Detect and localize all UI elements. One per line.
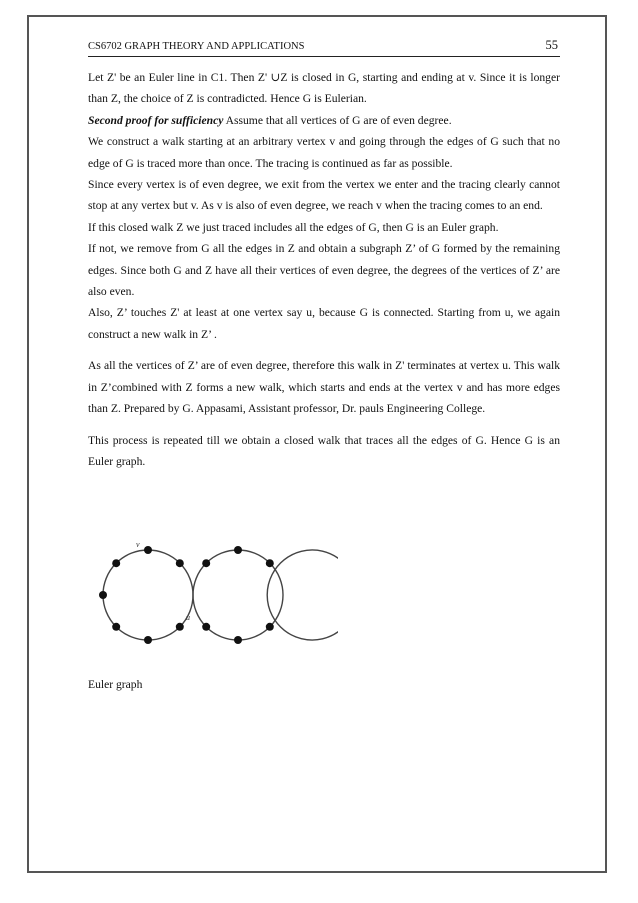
- section-heading-second-proof: Second proof for sufficiency: [88, 113, 224, 127]
- figure-caption: Euler graph: [88, 678, 143, 691]
- paragraph-3: We construct a walk starting at an arbitrary vertex v and going through the edges of G such that no edge of G is traced more than once. The tracing is continued as far as possible.: [88, 135, 560, 170]
- vertex: [176, 559, 184, 567]
- header-title: CS6702 GRAPH THEORY AND APPLICATIONS: [88, 41, 305, 52]
- page-header: [88, 40, 560, 57]
- paragraph-4: Since every vertex is of even degree, we exit from the vertex we enter and the tracing clearly cannot stop at any vertex but v. As v is also of even degree, we reach v when the tracing comes to an end.: [88, 178, 560, 213]
- paragraph-6: If not, we remove from G all the edges in Z and obtain a subgraph Z’ of G formed by the remaining edges. Since both G and Z have all their vertices of even degree, the degrees of the vertices of Z’ are also even.: [88, 242, 560, 299]
- paragraph-2-text: Assume that all vertices of G are of even degree.: [223, 113, 452, 127]
- vertex: [266, 559, 274, 567]
- vertex: [144, 636, 152, 644]
- graph-circle-right-solid: [267, 550, 338, 640]
- euler-graph-figure: [98, 540, 338, 650]
- vertex: [112, 559, 120, 567]
- vertex: [234, 636, 242, 644]
- vertex-v: [144, 546, 152, 554]
- paragraph-5: If this closed walk Z we just traced includes all the edges of G, then G is an Euler graph.: [88, 220, 499, 234]
- vertex: [202, 559, 210, 567]
- document-body: [88, 67, 560, 472]
- vertex-u-label: u: [186, 613, 190, 622]
- vertex: [99, 591, 107, 599]
- vertex: [266, 623, 274, 631]
- vertex: [112, 623, 120, 631]
- paragraph-9: This process is repeated till we obtain a closed walk that traces all the edges of G. Hence G is an Euler graph.: [88, 433, 560, 468]
- vertex: [234, 546, 242, 554]
- paragraph-2: [88, 110, 560, 131]
- page-number: 55: [545, 38, 558, 52]
- paragraph-8: As all the vertices of Z’ are of even degree, therefore this walk in Z' terminates at vertex u. This walk in Z’combined with Z forms a new walk, which starts and ends at the vertex v and has more edges than Z. Prepared by G. Appasami, Assistant professor, Dr. pauls Engineering College.: [88, 359, 560, 416]
- vertex: [176, 623, 184, 631]
- vertex-v-label: v: [136, 540, 140, 549]
- paragraph-1: Let Z' be an Euler line in C1. Then Z' ∪Z is closed in G, starting and ending at v. Since it is longer than Z, the choice of Z is contradicted. Hence G is Eulerian.: [88, 71, 560, 106]
- vertex-u: [202, 623, 210, 631]
- paragraph-7: Also, Z’ touches Z' at least at one vertex say u, because G is connected. Starting from u, we again construct a new walk in Z’ .: [88, 306, 560, 341]
